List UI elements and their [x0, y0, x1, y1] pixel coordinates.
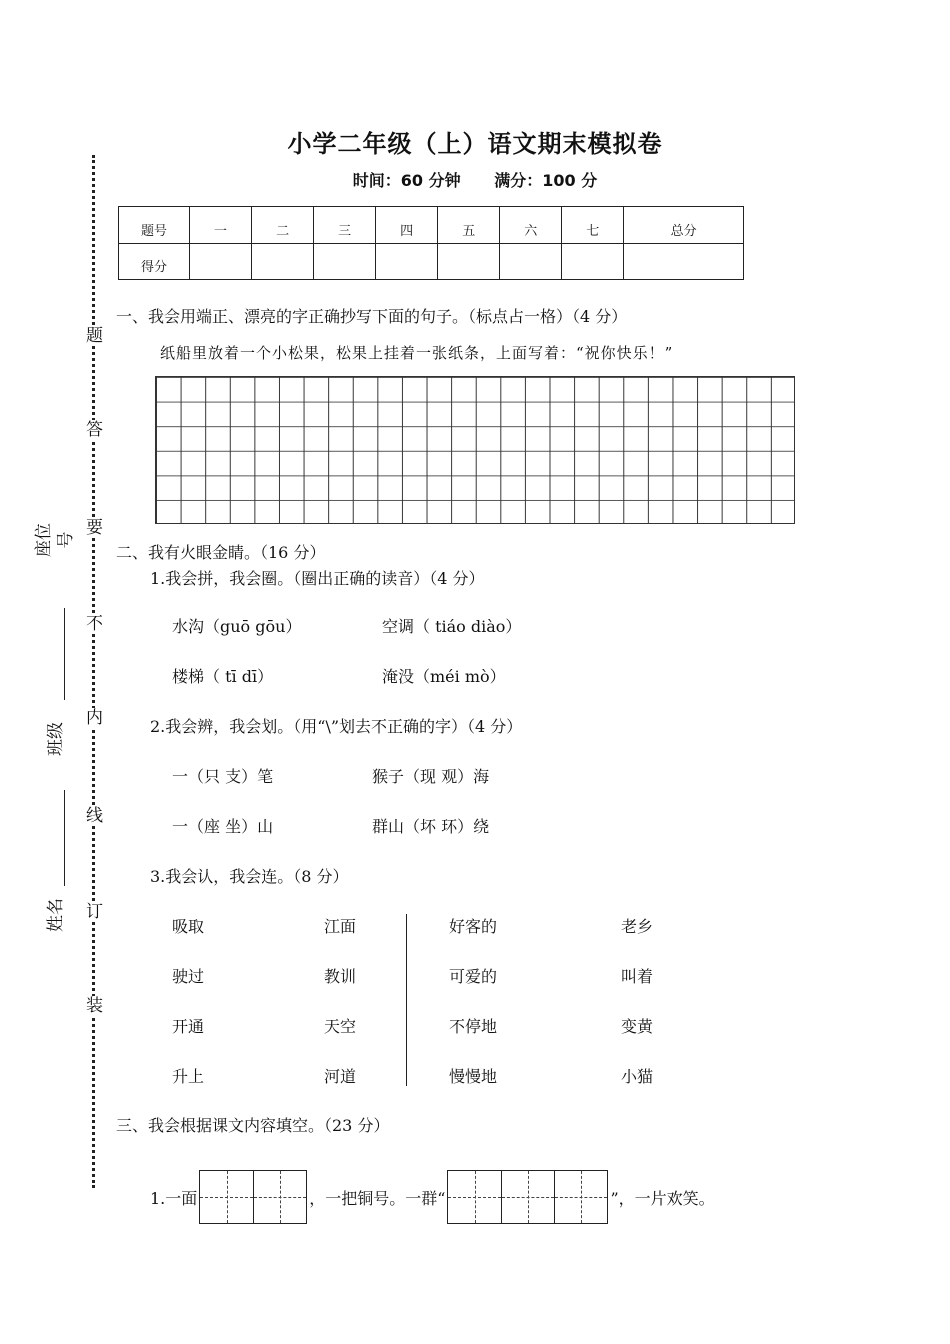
- pinyin-item[interactable]: 楼梯（ tī dī）: [172, 667, 274, 686]
- matching-divider: [406, 914, 407, 1086]
- fill-box[interactable]: [200, 1171, 253, 1223]
- score-cell[interactable]: [190, 243, 252, 280]
- match-right-a[interactable]: 慢慢地: [449, 1067, 498, 1086]
- fill-text-1: 1.一面: [150, 1188, 198, 1208]
- name-blank[interactable]: [64, 790, 65, 886]
- copy-sentence: 纸船里放着一个小松果，松果上挂着一张纸条，上面写着：“祝你快乐！”: [160, 344, 674, 362]
- fill-text-3: ”，一片欢笑。: [610, 1188, 715, 1208]
- score-header-cell: 一: [190, 207, 252, 244]
- score-table: [118, 206, 744, 280]
- fill-blank-line: [150, 1170, 715, 1224]
- char-choice-item[interactable]: 一（只 支）笔: [172, 767, 274, 786]
- score-cell[interactable]: [500, 243, 562, 280]
- score-cell[interactable]: [438, 243, 500, 280]
- fill-boxes-2[interactable]: [447, 1170, 608, 1224]
- score-cell[interactable]: [376, 243, 438, 280]
- binding-char: 装: [86, 996, 103, 1016]
- exam-full-score: 满分：100 分: [494, 171, 598, 190]
- score-header-cell: 四: [376, 207, 438, 244]
- score-header-cell: 总分: [624, 207, 744, 244]
- binding-char: 线: [86, 806, 103, 826]
- fill-box[interactable]: [501, 1171, 554, 1223]
- match-left-b[interactable]: 天空: [324, 1017, 357, 1036]
- writing-grid[interactable]: [155, 376, 795, 524]
- binding-char: 内: [86, 708, 103, 728]
- match-left-a[interactable]: 开通: [172, 1017, 205, 1036]
- score-cell[interactable]: [562, 243, 624, 280]
- match-right-b[interactable]: 小猫: [621, 1067, 654, 1086]
- score-table-score-row: [119, 243, 744, 280]
- match-left-b[interactable]: 江面: [324, 917, 357, 936]
- match-right-a[interactable]: 可爱的: [449, 967, 498, 986]
- score-cell[interactable]: [314, 243, 376, 280]
- q2-1-title: 1.我会拼，我会圈。（圈出正确的读音）（4 分）: [150, 569, 485, 588]
- score-header-cell: 六: [500, 207, 562, 244]
- pinyin-item[interactable]: 淹没（méi mò）: [382, 667, 506, 686]
- score-cell[interactable]: [252, 243, 314, 280]
- score-cell[interactable]: [624, 243, 744, 280]
- binding-dotted-line: [92, 155, 95, 1188]
- score-header-cell: 题号: [119, 207, 190, 244]
- section1-title: 一、我会用端正、漂亮的字正确抄写下面的句子。（标点占一格）（4 分）: [116, 307, 628, 326]
- binding-char: 要: [86, 518, 103, 538]
- match-right-a[interactable]: 不停地: [449, 1017, 498, 1036]
- class-label: 班级: [46, 722, 66, 756]
- fill-boxes-1[interactable]: [199, 1170, 307, 1224]
- match-right-b[interactable]: 老乡: [621, 917, 654, 936]
- page-title: 小学二年级（上）语文期末模拟卷: [287, 130, 663, 158]
- fill-text-2: ，一把铜号。一群“: [309, 1188, 446, 1208]
- score-header-cell: 二: [252, 207, 314, 244]
- char-choice-item[interactable]: 猴子（现 观）海: [372, 767, 490, 786]
- binding-char: 答: [86, 420, 103, 440]
- binding-char: 订: [86, 902, 103, 922]
- seat-number-label: 座位号: [34, 523, 76, 557]
- match-left-a[interactable]: 驶过: [172, 967, 205, 986]
- score-header-cell: 三: [314, 207, 376, 244]
- q2-3-title: 3.我会认，我会连。（8 分）: [150, 867, 349, 886]
- fill-box[interactable]: [253, 1171, 306, 1223]
- match-right-b[interactable]: 变黄: [621, 1017, 654, 1036]
- score-row-label: 得分: [119, 243, 190, 280]
- binding-char: 不: [86, 614, 103, 634]
- match-right-b[interactable]: 叫着: [621, 967, 654, 986]
- exam-time: 时间：60 分钟: [352, 171, 461, 190]
- pinyin-item[interactable]: 水沟（guō gōu）: [172, 617, 302, 636]
- fill-box[interactable]: [448, 1171, 501, 1223]
- match-left-a[interactable]: 升上: [172, 1067, 205, 1086]
- score-table-header-row: [119, 207, 744, 244]
- fill-box[interactable]: [554, 1171, 607, 1223]
- binding-char: 题: [86, 326, 103, 346]
- section3-title: 三、我会根据课文内容填空。（23 分）: [116, 1116, 390, 1135]
- exam-info: [0, 168, 950, 191]
- class-blank[interactable]: [64, 608, 65, 700]
- match-left-b[interactable]: 教训: [324, 967, 357, 986]
- char-choice-item[interactable]: 一（座 坐）山: [172, 817, 274, 836]
- char-choice-item[interactable]: 群山（坏 环）绕: [372, 817, 490, 836]
- pinyin-item[interactable]: 空调（ tiáo diào）: [382, 617, 522, 636]
- match-left-a[interactable]: 吸取: [172, 917, 205, 936]
- score-header-cell: 七: [562, 207, 624, 244]
- name-label: 姓名: [46, 898, 66, 932]
- score-header-cell: 五: [438, 207, 500, 244]
- match-left-b[interactable]: 河道: [324, 1067, 357, 1086]
- section2-title: 二、我有火眼金睛。（16 分）: [116, 543, 326, 562]
- q2-2-title: 2.我会辨，我会划。（用“\”划去不正确的字）（4 分）: [150, 717, 523, 736]
- match-right-a[interactable]: 好客的: [449, 917, 498, 936]
